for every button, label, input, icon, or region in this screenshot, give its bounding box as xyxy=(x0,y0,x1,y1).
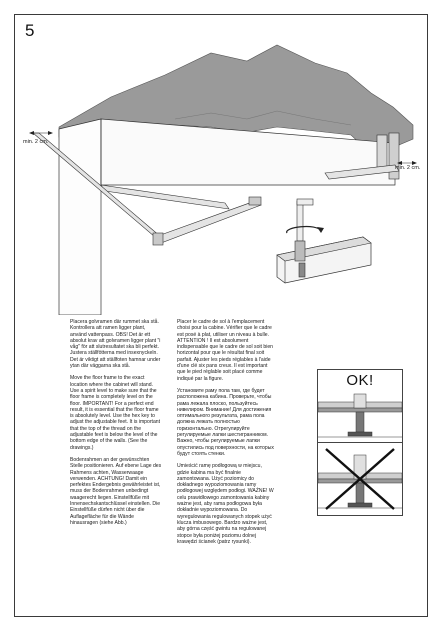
text-column-left xyxy=(70,319,163,532)
correct-foot-diagram xyxy=(317,369,403,443)
paragraph-polish: Umieścić ramę podłogową w miejscu, gdzie kabina ma być finalnie zamontowana. Użyć poziomicy do dokładnego wypoziomowania ramy podłogowej względem podłogi. WAŻNE! W celu prawidłowego zamontowania kabiny ważne jest, aby rama podłogowa była dokładnie wypoziomowana. Do wyregulowania regulowanych stopek użyć klucza imbusowego. Bardzo ważne jest, aby górna część gwintu na regulowanej stopce była poniżej poziomu dolnej krawędzi ścianek (patrz rysunki). xyxy=(177,463,274,545)
frame-rail-front xyxy=(155,201,261,243)
text-column-right xyxy=(177,319,275,551)
floor-frame-illustration xyxy=(15,15,429,315)
paragraph-german: Bodenrahmen an der gewünschten Stelle positionieren. Auf ebene Lage des Rahmens achten, Wasserwaage verwenden. ACHTUNG! Damit ein perfektes Endergebnis gewährleistet ist, muss der Bodenrahmen unbedingt waagerecht liegen. Einstellfüße mit Innensechskantschlüssel einstellen. Die Einstellfüße dürfen nicht über die Auflagefläche für die Wände hinausragen (siehe Abb.) xyxy=(70,456,162,526)
min-distance-label-left: min. 2 cm. xyxy=(23,139,49,145)
instruction-page xyxy=(14,14,428,617)
incorrect-foot-diagram xyxy=(317,442,403,516)
paragraph-english: Move the floor frame to the exact location where the cabinet will stand. Use a spirit level to make sure that the floor frame is completely level on the floor. IMPORTANT! For a perfect end result, it is essential that the floor frame is absolutely level. Use the hex key to adjust the adjustable feet. It is important that the top of the thread on the adjustable feet is below the level of the bottom edge of the walls. (See the drawings.) xyxy=(70,375,161,451)
left-wall xyxy=(59,119,101,315)
ok-label: OK! xyxy=(346,372,374,389)
paragraph-russian: Установите раму пола там, где будет расположена кабина. Проверьте, чтобы рама лежала плоско, пользуйтесь нивелиром. Внимание! Для достижения оптимального результата, рама пола должна лежать полностью горизонтально. Отрегулируйте регулируемые лапки шестигранником. Важно, чтобы регулируемые лапки опустились под поверхности, на которых будут стоять стенки. xyxy=(177,387,274,457)
min-distance-label-right: min. 2 cm. xyxy=(395,165,421,171)
paragraph-swedish: Placera golvramen där rummet ska stå. Kontrollera att ramen ligger plant, använd vattenpass. OBS! Det är ett absolut krav att golvramen ligger plant "i våg" för att slutresultatet ska bli perfekt. Justera ställfötterna med insexnyckeln. Det är viktigt att ställfoten hamnar under ytan där väggarna ska stå. xyxy=(70,319,161,370)
step-number: 5 xyxy=(25,21,35,40)
paragraph-french: Placer le cadre de sol à l'emplacement choisi pour la cabine. Vérifier que le cadre est posé à plat, utiliser un niveau à bulle. ATTENTION ! Il est absolument indispensable que le cadre de sol soit bien horizontal pour que le résultat final soit parfait. Ajuster les pieds réglables à l'aide d'une clé six pans creux. Il est important que le pied réglable soit placé comme indiqué par la figure. xyxy=(177,319,273,382)
